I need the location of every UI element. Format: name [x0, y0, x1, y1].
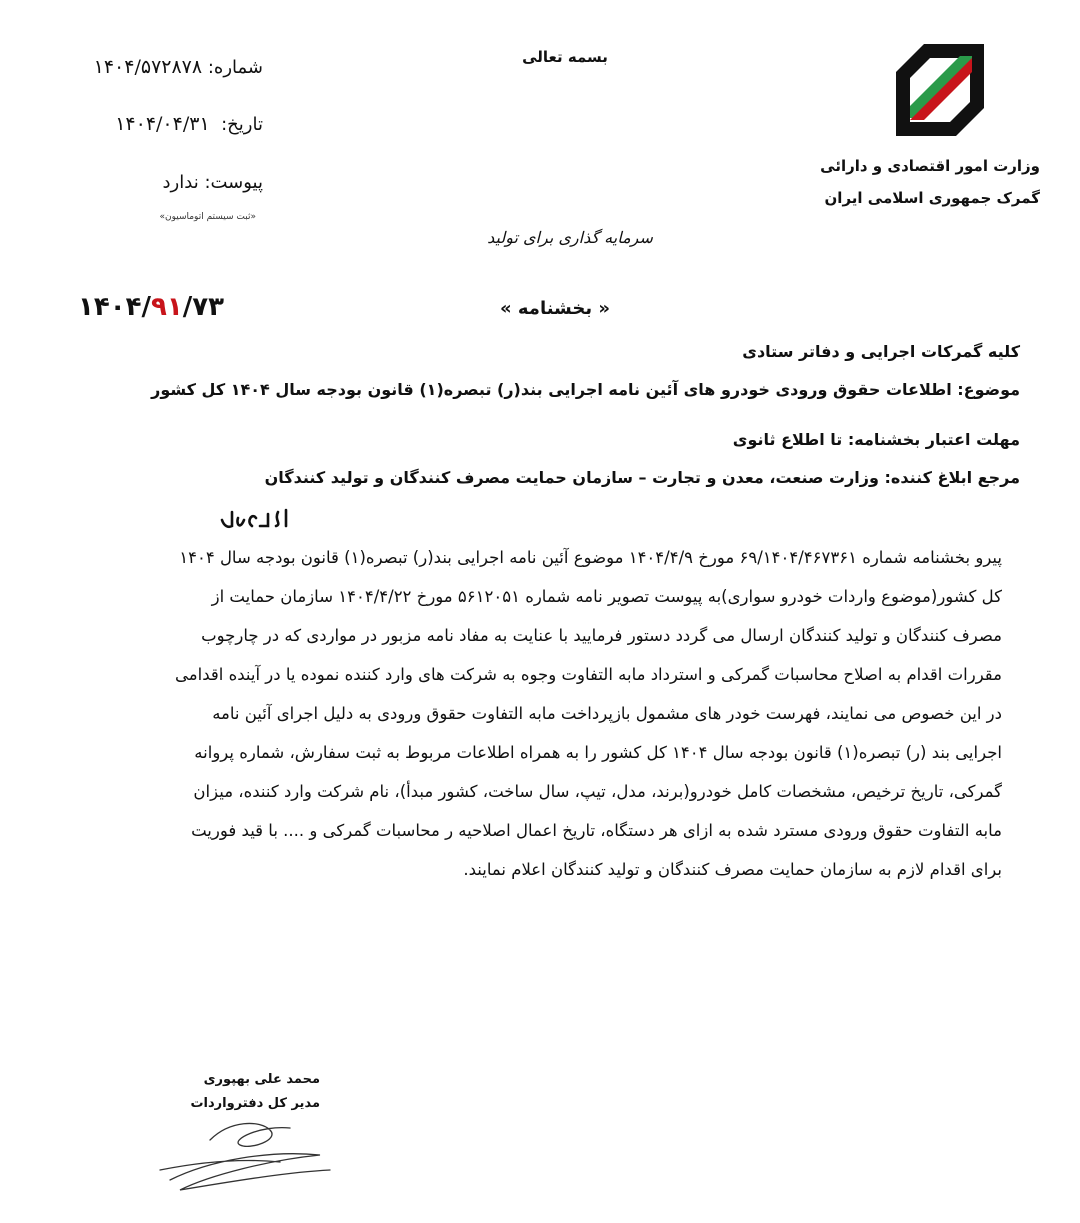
ministry-block: [820, 150, 1040, 214]
letter-number-row: [58, 56, 263, 78]
circular-number: [78, 292, 224, 322]
body-line: کل کشور(موضوع واردات خودرو سواری)به پیوست تصویر نامه شماره ۵۶۱۲۰۵۱ مورخ ۱۴۰۴/۴/۲۲ سازمان حمایت از: [211, 587, 1002, 606]
attachment-label: پیوست:: [204, 172, 263, 193]
ministry-name: وزارت امور اقتصادی و دارائی: [820, 157, 1040, 175]
handwritten-greeting: [216, 500, 292, 532]
customs-name: گمرک جمهوری اسلامی ایران: [824, 189, 1040, 207]
addressee: کلیه گمرکات اجرایی و دفاتر ستادی: [742, 342, 1020, 361]
validity: مهلت اعتبار بخشنامه: تا اطلاع ثانوی: [732, 430, 1020, 449]
circular-title: « بخشنامه »: [499, 298, 610, 319]
letter-number-label: شماره:: [207, 57, 263, 78]
letter-date-value: ۱۴۰۴/۰۴/۳۱: [115, 113, 210, 135]
body-line: برای اقدام لازم به سازمان حمایت مصرف کنندگان و تولید کنندگان اعلام نمایند.: [463, 860, 1002, 879]
body-line: پیرو بخشنامه شماره ۶۹/۱۴۰۴/۴۶۷۳۶۱ مورخ ۱۴۰۴/۴/۹ موضوع آئین نامه اجرایی بند(ر) تبصره(۱) قانون بودجه سال ۱۴۰۴: [179, 548, 1002, 567]
signatory-title: مدیر کل دفترواردات: [190, 1096, 320, 1111]
body-line: مابه التفاوت حقوق ورودی مسترد شده به ازای هر دستگاه، تاریخ اعمال اصلاحیه ر محاسبات گمرکی و .... با قید فوریت: [191, 821, 1002, 840]
signature-drawing: [150, 1100, 340, 1200]
body-line: گمرکی، تاریخ ترخیص، مشخصات کامل خودرو(برند، مدل، تیپ، سال ساخت، کشور مبدأ)، نام شرکت وارد کننده، میزان: [193, 782, 1002, 801]
subject: موضوع: اطلاعات حقوق ورودی خودرو های آئین نامه اجرایی بند(ر) تبصره(۱) قانون بودجه سال ۱۴۰۴ کل کشور: [151, 380, 1020, 399]
circular-number-suffix: /۷۳: [182, 292, 224, 322]
letter-date-label: تاریخ:: [221, 114, 263, 135]
body-line: اجرایی بند (ر) تبصره(۱) قانون بودجه سال ۱۴۰۴ کل کشور را به همراه اطلاعات مربوط به ثبت سفارش، شماره پروانه: [194, 743, 1002, 762]
body-paragraph: [78, 538, 1002, 889]
attachment-value: ندارد: [162, 172, 199, 193]
attachment-row: [120, 172, 263, 193]
letter-number-value: ۱۴۰۴/۵۷۲۸۷۸: [93, 56, 203, 78]
bismillah: بسمه تعالی: [522, 48, 608, 66]
circular-number-prefix: ۱۴۰۴/: [78, 292, 151, 322]
body-line: مقررات اقدام به اصلاح محاسبات گمرکی و استرداد مابه التفاوت وجوه به شرکت های وارد کننده نموده یا در آینده اقدامی: [175, 665, 1002, 684]
body-line: مصرف کنندگان و تولید کنندگان ارسال می گردد دستور فرمایید با عنایت به مفاد نامه مزبور در مواردی که در چارچوب: [201, 626, 1002, 645]
body-line: در این خصوص می نمایند، فهرست خودر های مشمول بازپرداخت مابه التفاوت حقوق ورودی به دلیل اجرای آئین نامه: [212, 704, 1002, 723]
circular-number-mid: ۹۱: [150, 292, 183, 322]
slogan: سرمایه گذاری برای تولید: [487, 228, 653, 247]
reference: مرجع ابلاغ کننده: وزارت صنعت، معدن و تجارت – سازمان حمایت مصرف کنندگان و تولید کنندگان: [264, 468, 1020, 487]
customs-logo: [888, 36, 992, 144]
signatory-name: محمد علی بهپوری: [203, 1072, 320, 1087]
automation-note: «ثبت سیستم اتوماسیون»: [159, 212, 256, 222]
letter-date-row: [70, 113, 263, 135]
